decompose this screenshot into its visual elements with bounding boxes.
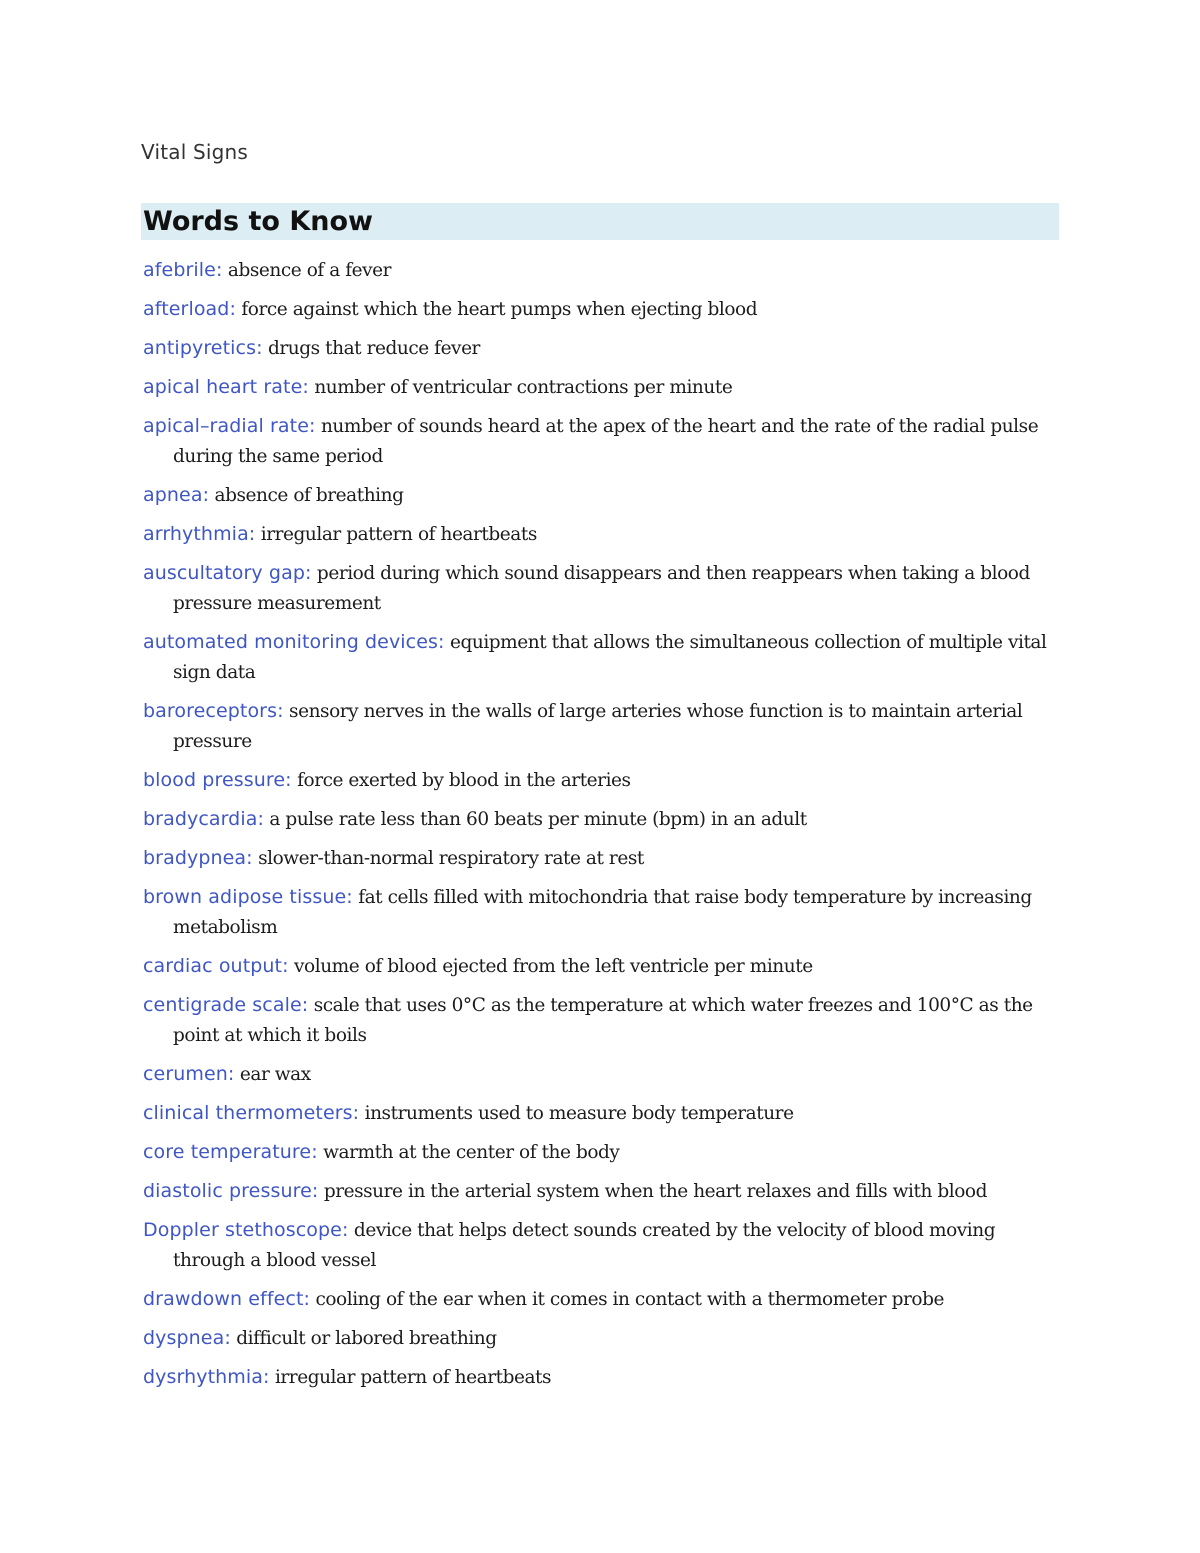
glossary-entry [143,1362,1058,1393]
glossary-term: cerumen: [143,1063,235,1085]
glossary-term: bradypnea: [143,847,253,869]
glossary-entry [143,627,1058,688]
glossary-term: baroreceptors: [143,700,284,722]
glossary-term: bradycardia: [143,808,264,830]
glossary-term: apnea: [143,484,210,506]
glossary-entry [143,558,1058,619]
glossary-definition: number of sounds heard at the apex of the heart and the rate of the radial pulse during the same period [173,416,1039,467]
glossary-term: afebrile: [143,259,223,281]
glossary-entry [143,372,1058,403]
glossary-definition: period during which sound disappears and then reappears when taking a blood pressure measurement [173,563,1030,614]
glossary-definition: a pulse rate less than 60 beats per minute (bpm) in an adult [269,809,807,830]
glossary-definition: irregular pattern of heartbeats [260,524,537,545]
glossary-definition: drugs that reduce fever [268,338,480,359]
glossary-entry [143,1323,1058,1354]
glossary-term: antipyretics: [143,337,263,359]
section-heading: Words to Know [141,203,1059,240]
glossary-definition: volume of blood ejected from the left ventricle per minute [294,956,813,977]
glossary-definition: irregular pattern of heartbeats [274,1367,552,1388]
glossary-term: centigrade scale: [143,994,309,1016]
glossary-term: Doppler stethoscope: [143,1219,349,1241]
glossary-term: auscultatory gap: [143,562,312,584]
glossary-term: drawdown effect: [143,1288,311,1310]
glossary-definition: sensory nerves in the walls of large arteries whose function is to maintain arterial pressure [173,701,1023,752]
glossary-entry [143,843,1058,874]
glossary-entry [143,804,1058,835]
glossary-term: afterload: [143,298,236,320]
glossary-entry [143,882,1058,943]
glossary-entry [143,951,1058,982]
glossary-definition: difficult or labored breathing [236,1328,497,1349]
glossary-definition: device that helps detect sounds created by the velocity of blood moving through a blood vessel [173,1220,996,1271]
glossary-term: diastolic pressure: [143,1180,319,1202]
glossary-term: dysrhythmia: [143,1366,270,1388]
glossary-definition: number of ventricular contractions per minute [314,377,733,398]
glossary-entry [143,765,1058,796]
glossary-definition: cooling of the ear when it comes in contact with a thermometer probe [315,1289,944,1310]
glossary-term: apical–radial rate: [143,415,316,437]
glossary-term: blood pressure: [143,769,292,791]
glossary-definition: slower-than-normal respiratory rate at rest [258,848,644,869]
glossary-term: automated monitoring devices: [143,631,445,653]
glossary-definition: force against which the heart pumps when ejecting blood [241,299,758,320]
glossary-entry [143,480,1058,511]
glossary-definition: warmth at the center of the body [323,1142,620,1163]
glossary-entry [143,255,1058,286]
glossary-definition: pressure in the arterial system when the heart relaxes and fills with blood [323,1181,987,1202]
glossary-definition: ear wax [239,1064,311,1085]
glossary-entry [143,1284,1058,1315]
glossary-entry [143,990,1058,1051]
glossary-entry [143,1098,1058,1129]
glossary-definition: force exerted by blood in the arteries [297,770,631,791]
glossary-list [143,255,1058,1401]
glossary-entry [143,1059,1058,1090]
glossary-term: arrhythmia: [143,523,256,545]
glossary-definition: scale that uses 0°C as the temperature at which water freezes and 100°C as the point at which it boils [173,995,1033,1046]
glossary-entry [143,333,1058,364]
glossary-definition: fat cells filled with mitochondria that raise body temperature by increasing metabolism [173,887,1032,938]
glossary-definition: instruments used to measure body temperature [364,1103,794,1124]
document-title: Vital Signs [141,140,249,164]
glossary-entry [143,294,1058,325]
glossary-definition: equipment that allows the simultaneous collection of multiple vital sign data [173,632,1047,683]
glossary-entry [143,1215,1058,1276]
glossary-definition: absence of a fever [227,260,392,281]
glossary-term: apical heart rate: [143,376,309,398]
glossary-entry [143,696,1058,757]
glossary-term: core temperature: [143,1141,318,1163]
glossary-entry [143,411,1058,472]
glossary-definition: absence of breathing [214,485,404,506]
glossary-term: brown adipose tissue: [143,886,353,908]
glossary-entry [143,519,1058,550]
glossary-term: cardiac output: [143,955,289,977]
glossary-term: clinical thermometers: [143,1102,360,1124]
glossary-term: dyspnea: [143,1327,231,1349]
glossary-entry [143,1176,1058,1207]
glossary-entry [143,1137,1058,1168]
